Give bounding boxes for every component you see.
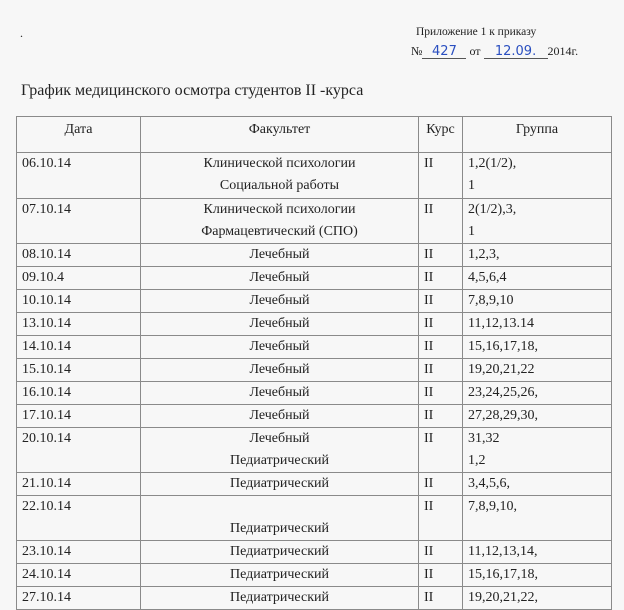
order-year: 2014г.: [547, 44, 579, 58]
table-row: [17, 473, 612, 496]
col-group: Группа: [463, 117, 612, 153]
group-cell: [463, 496, 612, 541]
faculty-cell: [141, 199, 419, 244]
course-cell: [419, 405, 463, 428]
table-row: [17, 267, 612, 290]
date-cell-line: 08.10.14: [22, 247, 71, 262]
date-cell: [17, 153, 141, 199]
group-cell-line: 19,20,21,22,: [468, 590, 538, 605]
course-cell: [419, 587, 463, 610]
faculty-cell: [141, 405, 419, 428]
course-cell: [419, 473, 463, 496]
course-cell-line: II: [424, 476, 434, 491]
group-cell-line: 1,2,3,: [468, 247, 500, 262]
col-date: Дата: [17, 117, 141, 153]
date-cell-line: 24.10.14: [22, 567, 71, 582]
date-cell: [17, 290, 141, 313]
faculty-cell-line: Социальной работы: [219, 178, 340, 193]
schedule-table: [16, 116, 612, 610]
faculty-cell-line: Педиатрический: [230, 590, 329, 605]
course-cell-line: II: [424, 431, 434, 446]
course-cell: [419, 428, 463, 473]
faculty-cell: [141, 244, 419, 267]
group-cell: [463, 564, 612, 587]
group-cell-line: 27,28,29,30,: [468, 408, 538, 423]
stray-mark: .: [20, 26, 23, 40]
faculty-cell-line: Педиатрический: [230, 567, 329, 582]
date-cell: [17, 564, 141, 587]
table-row: [17, 587, 612, 610]
date-prefix: от: [469, 44, 481, 58]
faculty-cell-line: Лечебный: [249, 385, 310, 400]
faculty-cell: [141, 473, 419, 496]
course-cell: [419, 199, 463, 244]
course-cell: [419, 153, 463, 199]
date-cell: [17, 587, 141, 610]
table-row: [17, 564, 612, 587]
faculty-cell: [141, 153, 419, 199]
date-cell-line: 23.10.14: [22, 544, 71, 559]
course-cell: [419, 382, 463, 405]
faculty-cell-line: Лечебный: [249, 408, 310, 423]
faculty-cell-line: Педиатрический: [230, 476, 329, 491]
date-cell-line: 07.10.14: [22, 202, 71, 217]
group-cell: [463, 244, 612, 267]
date-cell-line: 16.10.14: [22, 385, 71, 400]
course-cell: [419, 290, 463, 313]
order-number: 427: [422, 45, 466, 59]
faculty-cell-line: Педиатрический: [230, 544, 329, 559]
course-cell: [419, 541, 463, 564]
group-cell-line: 1,2(1/2),: [468, 156, 517, 171]
date-cell-line: 14.10.14: [22, 339, 71, 354]
table-row: [17, 541, 612, 564]
date-cell-line: 20.10.14: [22, 431, 71, 446]
course-cell-line: II: [424, 544, 434, 559]
group-cell-line: 3,4,5,6,: [468, 476, 510, 491]
faculty-cell: [141, 290, 419, 313]
group-cell-line: 23,24,25,26,: [468, 385, 538, 400]
faculty-cell: [141, 496, 419, 541]
faculty-cell: [141, 336, 419, 359]
faculty-cell: [141, 564, 419, 587]
faculty-cell-line: Лечебный: [249, 293, 310, 308]
faculty-cell-line: Клинической психологии: [203, 202, 356, 217]
group-cell-line: 7,8,9,10,: [468, 499, 517, 514]
group-cell-line: 1: [468, 178, 475, 193]
course-cell-line: II: [424, 247, 434, 262]
date-cell: [17, 541, 141, 564]
group-cell-line: 1: [468, 224, 475, 239]
date-cell: [17, 244, 141, 267]
header-row: [17, 117, 612, 153]
date-cell-line: 15.10.14: [22, 362, 71, 377]
group-cell: [463, 290, 612, 313]
table-row: [17, 382, 612, 405]
course-cell-line: II: [424, 293, 434, 308]
group-cell: [463, 382, 612, 405]
faculty-cell: [141, 382, 419, 405]
faculty-cell-line: Фармацевтический (СПО): [201, 224, 358, 239]
course-cell-line: II: [424, 270, 434, 285]
group-cell-line: 15,16,17,18,: [468, 567, 538, 582]
table-row: [17, 496, 612, 541]
course-cell: [419, 336, 463, 359]
group-cell-line: 19,20,21,22: [468, 362, 535, 377]
group-cell-line: 7,8,9,10: [468, 293, 514, 308]
table-row: [17, 313, 612, 336]
course-cell-line: II: [424, 202, 434, 217]
course-cell-line: II: [424, 385, 434, 400]
faculty-cell: [141, 313, 419, 336]
faculty-cell-line: Клинической психологии: [203, 156, 356, 171]
group-cell: [463, 359, 612, 382]
date-cell-line: 13.10.14: [22, 316, 71, 331]
course-cell-line: II: [424, 590, 434, 605]
course-cell: [419, 564, 463, 587]
date-cell: [17, 267, 141, 290]
course-cell-line: II: [424, 567, 434, 582]
course-cell-line: II: [424, 499, 434, 514]
group-cell-line: 1,2: [468, 453, 486, 468]
group-cell-line: 15,16,17,18,: [468, 339, 538, 354]
group-cell: [463, 405, 612, 428]
faculty-cell: [141, 587, 419, 610]
group-cell-line: 11,12,13,14,: [468, 544, 538, 559]
date-cell-line: 21.10.14: [22, 476, 71, 491]
date-cell-line: 10.10.14: [22, 293, 71, 308]
group-cell: [463, 587, 612, 610]
group-cell: [463, 199, 612, 244]
col-course: Курс: [419, 117, 463, 153]
table-row: [17, 153, 612, 199]
date-cell: [17, 473, 141, 496]
date-cell: [17, 496, 141, 541]
faculty-cell: [141, 541, 419, 564]
date-cell: [17, 359, 141, 382]
date-cell: [17, 382, 141, 405]
date-cell-line: 22.10.14: [22, 499, 71, 514]
course-cell-line: II: [424, 156, 434, 171]
order-date: 12.09.: [484, 45, 548, 59]
faculty-cell-line: [146, 496, 413, 518]
course-cell: [419, 313, 463, 336]
faculty-cell-line: Лечебный: [249, 270, 310, 285]
course-cell-line: II: [424, 408, 434, 423]
group-cell-line: 31,32: [468, 431, 500, 446]
group-cell: [463, 153, 612, 199]
date-cell-line: 06.10.14: [22, 156, 71, 171]
col-faculty: Факультет: [141, 117, 419, 153]
course-cell: [419, 244, 463, 267]
table-row: [17, 359, 612, 382]
course-cell: [419, 359, 463, 382]
table-row: [17, 244, 612, 267]
number-prefix: №: [411, 44, 423, 58]
course-cell-line: II: [424, 362, 434, 377]
faculty-cell-line: Лечебный: [249, 362, 310, 377]
group-cell: [463, 336, 612, 359]
date-cell-line: 27.10.14: [22, 590, 71, 605]
date-cell-line: 09.10.4: [22, 270, 64, 285]
date-cell-line: 17.10.14: [22, 408, 71, 423]
course-cell-line: II: [424, 316, 434, 331]
table-row: [17, 405, 612, 428]
course-cell-line: II: [424, 339, 434, 354]
faculty-cell: [141, 428, 419, 473]
faculty-cell-line: Лечебный: [249, 339, 310, 354]
group-cell-line: 11,12,13.14: [468, 316, 534, 331]
appendix-label: Приложение 1 к приказу: [416, 26, 537, 38]
group-cell: [463, 428, 612, 473]
faculty-cell-line: Лечебный: [249, 431, 310, 446]
faculty-cell-line: Педиатрический: [230, 453, 329, 468]
date-cell: [17, 336, 141, 359]
document-title: График медицинского осмотра студентов II -курса: [21, 82, 364, 99]
date-cell: [17, 405, 141, 428]
faculty-cell: [141, 359, 419, 382]
date-cell: [17, 313, 141, 336]
table-row: [17, 199, 612, 244]
table-row: [17, 428, 612, 473]
faculty-cell: [141, 267, 419, 290]
course-cell: [419, 496, 463, 541]
date-cell: [17, 428, 141, 473]
date-cell: [17, 199, 141, 244]
faculty-cell-line: Педиатрический: [230, 521, 329, 536]
faculty-cell-line: Лечебный: [249, 316, 310, 331]
group-cell-line: 4,5,6,4: [468, 270, 507, 285]
course-cell: [419, 267, 463, 290]
table-row: [17, 336, 612, 359]
group-cell: [463, 267, 612, 290]
group-cell: [463, 473, 612, 496]
group-cell: [463, 313, 612, 336]
group-cell: [463, 541, 612, 564]
order-reference: [411, 44, 578, 59]
group-cell-line: 2(1/2),3,: [468, 202, 517, 217]
faculty-cell-line: Лечебный: [249, 247, 310, 262]
table-row: [17, 290, 612, 313]
